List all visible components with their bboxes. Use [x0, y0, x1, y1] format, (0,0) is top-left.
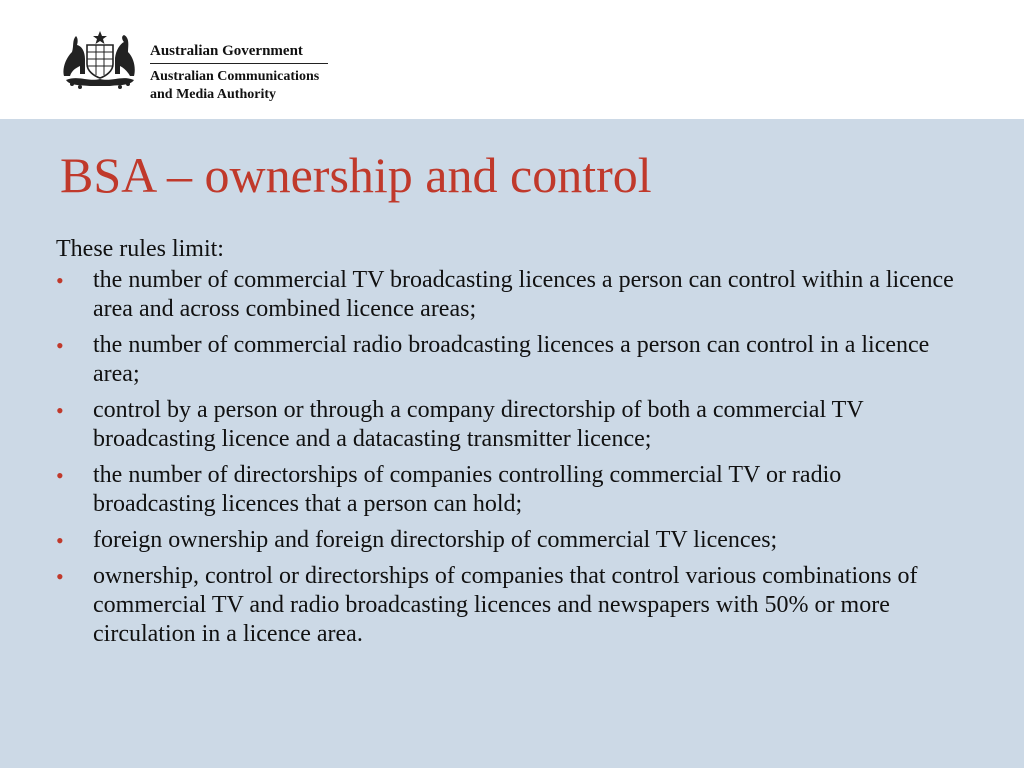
header-divider	[150, 63, 328, 64]
agency-name-line-1: Australian Communications	[150, 69, 320, 84]
list-item	[56, 562, 966, 649]
list-item-text: ownership, control or directorships of companies that control various combinations of commercial TV and radio broadcasting licences and newspapers with 50% or more circulation in a licence area.	[93, 563, 918, 647]
list-item	[56, 331, 966, 389]
agency-name-line-2: and Media Authority	[150, 87, 277, 102]
list-item	[56, 266, 966, 324]
header-banner	[0, 0, 1024, 119]
list-item-text: foreign ownership and foreign directorship of commercial TV licences;	[93, 527, 778, 553]
bullet-icon: •	[56, 463, 64, 488]
bullet-icon: •	[56, 333, 64, 358]
bullet-icon: •	[56, 398, 64, 423]
government-name: Australian Government	[150, 43, 303, 59]
list-item-text: the number of commercial radio broadcasting licences a person can control in a licence area;	[93, 332, 930, 387]
list-item	[56, 461, 966, 519]
slide-title: BSA – ownership and control	[60, 147, 652, 203]
list-item-text: the number of directorships of companies controlling commercial TV or radio broadcasting licences that a person can hold;	[93, 462, 842, 517]
coat-of-arms-icon	[58, 28, 142, 90]
rules-list	[56, 266, 966, 649]
list-item-text: the number of commercial TV broadcasting licences a person can control within a licence area and across combined licence areas;	[93, 267, 954, 322]
bullet-icon: •	[56, 268, 64, 293]
list-item	[56, 396, 966, 454]
bullet-icon: •	[56, 528, 64, 553]
agency-name	[150, 68, 319, 104]
list-item-text: control by a person or through a company directorship of both a commercial TV broadcasting licence and a datacasting transmitter licence;	[93, 397, 864, 452]
intro-text: These rules limit:	[56, 236, 224, 262]
list-item	[56, 526, 966, 555]
slide-body	[56, 235, 966, 656]
bullet-icon: •	[56, 564, 64, 589]
